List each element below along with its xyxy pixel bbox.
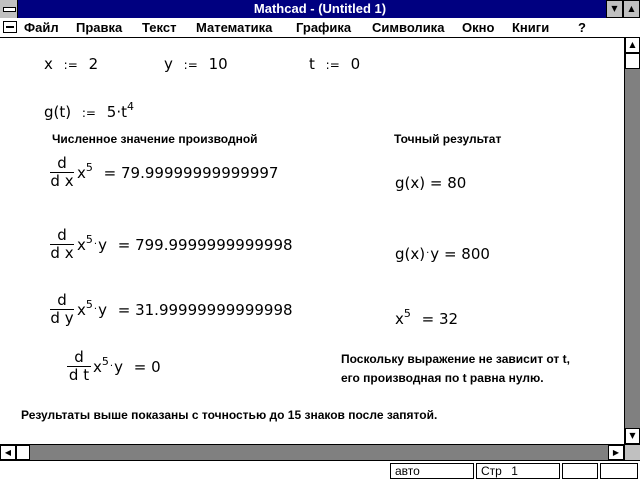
menu-help[interactable]: ? (578, 20, 586, 35)
function-definition[interactable]: g(t) := $5\cdot t^4$ (44, 100, 134, 121)
menu-file[interactable]: Файл (24, 20, 59, 35)
maximize-icon[interactable]: ▲ (623, 0, 640, 18)
menu-text[interactable]: Текст (142, 20, 177, 35)
derivative-1-expression[interactable]: $x^5 = 79.99999999999997$ (77, 161, 279, 182)
minimize-icon[interactable]: ▼ (606, 0, 623, 18)
derivative-1-operator: $\frac{d}{\text{d x}}$ (50, 154, 74, 190)
menu-symbolics[interactable]: Символика (372, 20, 445, 35)
exact-result-1[interactable]: g(x) = 80 (395, 174, 467, 192)
footer-note: Результаты выше показаны с точностью до 15 знаков после запятой. (21, 408, 438, 422)
document-icon[interactable] (3, 21, 17, 33)
title-bar (0, 0, 640, 18)
horizontal-scroll-thumb[interactable] (16, 445, 30, 460)
assign-t[interactable]: t := 0 (309, 55, 361, 73)
vertical-scrollbar[interactable] (624, 37, 640, 444)
status-bar (0, 460, 640, 480)
derivative-2-expression[interactable]: $x^{5\cdot}y = 799.9999999999998$ (77, 233, 293, 254)
note-line-1: Поскольку выражение не зависит от t, (341, 352, 570, 366)
menu-books[interactable]: Книги (512, 20, 550, 35)
derivative-3-expression[interactable]: $x^{5\cdot}y = 31.99999999999998$ (77, 298, 293, 319)
status-page: Стр 1 (476, 463, 560, 479)
exact-result-2[interactable]: g(x)·y = 800 (395, 245, 490, 263)
menu-edit[interactable]: Правка (76, 20, 123, 35)
heading-exact: Точный результат (394, 132, 502, 146)
menu-graphics[interactable]: Графика (296, 20, 352, 35)
vertical-scroll-thumb[interactable] (625, 53, 640, 69)
scroll-down-icon[interactable]: ▼ (625, 428, 640, 444)
heading-numeric: Численное значение производной (52, 132, 258, 146)
window-title: Mathcad - (Untitled 1) (253, 1, 387, 16)
menu-window[interactable]: Окно (462, 20, 495, 35)
derivative-4-expression[interactable]: $x^{5\cdot}y = 0$ (93, 355, 161, 376)
derivative-3-operator: $\frac{d}{\text{d y}}$ (50, 291, 74, 327)
derivative-2-operator: $\frac{d}{\text{d x}}$ (50, 226, 74, 262)
horizontal-scrollbar[interactable] (0, 444, 624, 460)
assign-y[interactable]: y := 10 (164, 55, 228, 73)
assign-x[interactable]: x := 2 (44, 55, 99, 73)
menu-math[interactable]: Математика (196, 20, 273, 35)
status-field-empty-2 (600, 463, 638, 479)
scrollbar-corner (624, 444, 640, 460)
exact-result-3[interactable]: $x^5 = 32$ (395, 307, 459, 328)
status-mode: авто (390, 463, 474, 479)
note-line-2: его производная по t равна нулю. (341, 371, 544, 385)
scroll-right-icon[interactable]: ▶ (608, 445, 624, 460)
menu-bar (0, 18, 640, 38)
scroll-left-icon[interactable]: ◀ (0, 445, 16, 460)
derivative-4-operator: $\frac{d}{\text{d t}}$ (68, 348, 90, 384)
scroll-up-icon[interactable]: ▲ (625, 37, 640, 53)
status-field-empty-1 (562, 463, 598, 479)
